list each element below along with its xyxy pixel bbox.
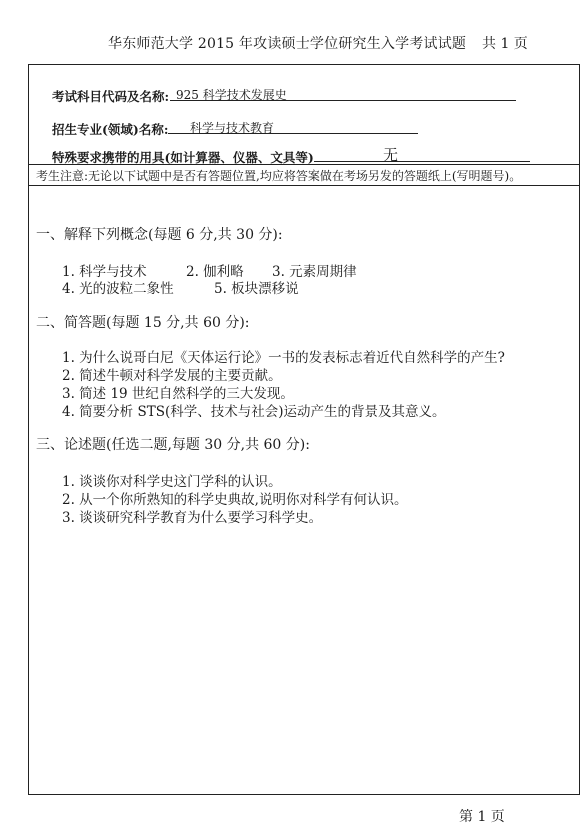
section-1-item: 2. 伽利略 <box>186 264 244 280</box>
divider-bottom <box>28 185 580 186</box>
section-3-title: 三、论述题(任选二题,每题 30 分,共 60 分): <box>36 437 310 453</box>
subject-label: 考试科目代码及名称: <box>52 89 170 104</box>
section-1-item: 1. 科学与技术 <box>62 264 147 280</box>
total-pages: 共 1 页 <box>482 36 528 52</box>
divider-top <box>28 164 580 165</box>
section-3-item: 1. 谈谈你对科学史这门学科的认识。 <box>62 474 282 490</box>
section-1-item: 5. 板块漂移说 <box>214 281 299 297</box>
tools-value: 无 <box>383 146 399 164</box>
section-3-item: 2. 从一个你所熟知的科学史典故,说明你对科学有何认识。 <box>62 492 408 508</box>
section-1-item: 3. 元素周期律 <box>272 264 357 280</box>
section-2-item: 2. 简述牛顿对科学发展的主要贡献。 <box>62 368 282 384</box>
section-2-title: 二、简答题(每题 15 分,共 60 分): <box>36 315 250 331</box>
exam-notice: 考生注意:无论以下试题中是否有答题位置,均应将答案做在考场另发的答题纸上(写明题号)。 <box>36 169 522 183</box>
subject-value: 925 科学技术发展史 <box>176 88 287 102</box>
tools-underline <box>314 161 530 162</box>
section-2-item: 4. 简要分析 STS(科学、技术与社会)运动产生的背景及其意义。 <box>62 404 446 420</box>
major-row <box>52 120 168 138</box>
section-2-item: 3. 简述 19 世纪自然科学的三大发现。 <box>62 386 294 402</box>
major-label: 招生专业(领域)名称: <box>52 122 169 137</box>
page-number: 第 1 页 <box>459 809 505 825</box>
section-2-item: 1. 为什么说哥白尼《天体运行论》一书的发表标志着近代自然科学的产生? <box>62 350 505 366</box>
tools-label: 特殊要求携带的用具(如计算器、仪器、文具等) <box>52 150 314 165</box>
section-1-title: 一、解释下列概念(每题 6 分,共 30 分): <box>36 227 283 243</box>
subject-row <box>52 87 169 105</box>
section-3-item: 3. 谈谈研究科学教育为什么要学习科学史。 <box>62 510 323 526</box>
exam-title: 华东师范大学 2015 年攻读硕士学位研究生入学考试试题 <box>108 36 467 52</box>
section-1-item: 4. 光的波粒二象性 <box>62 281 174 297</box>
major-value: 科学与技术教育 <box>190 121 275 135</box>
